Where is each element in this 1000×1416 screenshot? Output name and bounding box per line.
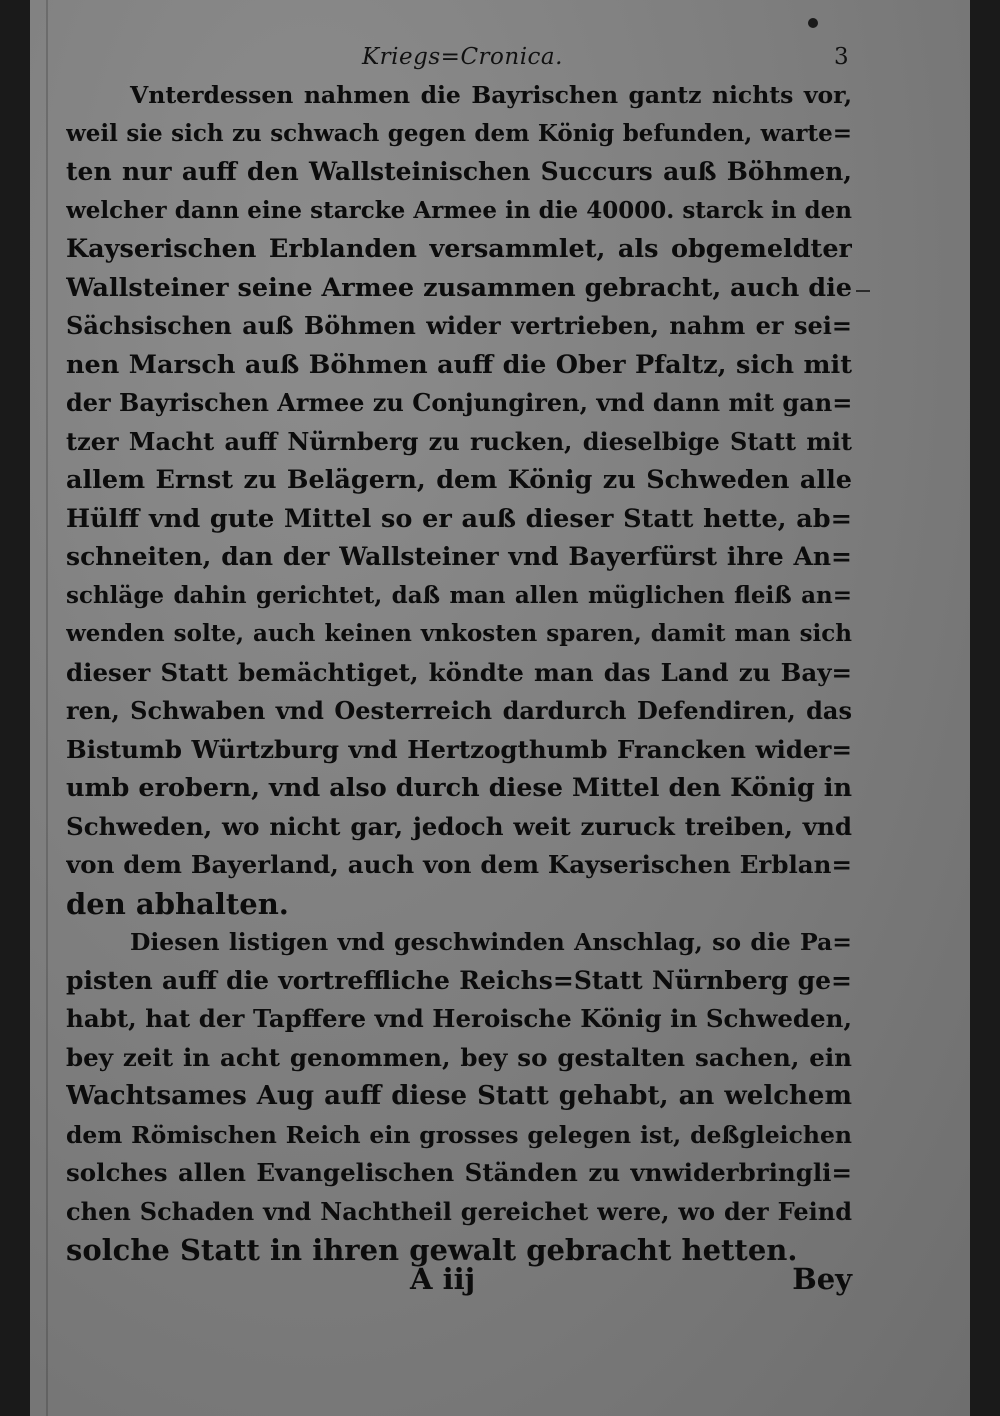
margin-mark [856, 290, 870, 292]
text-line: Kayserischen Erblanden versammlet, als obgemeldter [66, 234, 852, 264]
text-line: solche Statt in ihren gewalt gebracht hetten. [66, 1233, 798, 1267]
text-line: allem Ernst zu Belägern, dem König zu Schweden alle [66, 465, 852, 495]
text-line: pisten auff die vortreffliche Reichs=Statt Nürnberg ge= [66, 965, 852, 995]
text-line: wenden solte, auch keinen vnkosten sparen, damit man sich [66, 620, 852, 647]
running-title: Kriegs=Cronica. [362, 44, 563, 70]
ink-speck [808, 18, 818, 28]
text-line: ren, Schwaben vnd Oesterreich dardurch Defendiren, das [66, 696, 852, 725]
text-line: chen Schaden vnd Nachtheil gereichet were, wo der Feind [66, 1196, 852, 1226]
text-line: Hülff vnd gute Mittel so er auß dieser Statt hette, ab= [66, 503, 852, 534]
text-line: Bistumb Würtzburg vnd Hertzogthumb Francken wider= [66, 734, 852, 764]
text-line: ten nur auff den Wallsteinischen Succurs auß Böhmen, [66, 157, 852, 186]
text-line: Wachtsames Aug auff diese Statt gehabt, an welchem [66, 1081, 852, 1111]
catchword: Bey [792, 1262, 852, 1296]
text-line: weil sie sich zu schwach gegen dem König befunden, warte= [66, 119, 852, 147]
text-line: Diesen listigen vnd geschwinden Anschlag, so die Pa= [130, 928, 852, 956]
text-line: dem Römischen Reich ein grosses gelegen ist, deßgleichen [66, 1120, 852, 1149]
signature-mark: A iij [410, 1262, 476, 1296]
text-line: schläge dahin gerichtet, daß man allen müglichen fleiß an= [66, 581, 852, 609]
text-line: umb erobern, vnd also durch diese Mittel den König in [66, 773, 852, 803]
text-line: welcher dann eine starcke Armee in die 40000. starck in den [66, 196, 852, 224]
text-line: nen Marsch auß Böhmen auff die Ober Pfaltz, sich mit [66, 349, 852, 380]
text-line: bey zeit in acht genommen, bey so gestalten sachen, ein [66, 1042, 852, 1072]
paragraph [66, 76, 852, 923]
page-fold-shadow [46, 0, 48, 1416]
text-line: schneiten, dan der Wallsteiner vnd Bayerfürst ihre An= [66, 542, 852, 571]
text-line: habt, hat der Tapffere vnd Heroische König in Schweden, [66, 1004, 852, 1033]
text-line: solches allen Evangelischen Ständen zu vnwiderbringli= [66, 1158, 852, 1187]
text-line: der Bayrischen Armee zu Conjungiren, vnd dann mit gan= [66, 388, 852, 417]
text-line: dieser Statt bemächtiget, köndte man das Land zu Bay= [66, 657, 852, 687]
paragraph [66, 923, 852, 1270]
text-line: Sächsischen auß Böhmen wider vertrieben, nahm er sei= [66, 311, 852, 340]
body-text [66, 76, 852, 1270]
text-line: Schweden, wo nicht gar, jedoch weit zuruck treiben, vnd [66, 811, 852, 841]
text-line: von dem Bayerland, auch von dem Kayserischen Erblan= [66, 850, 852, 879]
page-number: 3 [834, 44, 849, 70]
text-line: Wallsteiner seine Armee zusammen gebracht, auch die [66, 272, 852, 303]
text-line: Vnterdessen nahmen die Bayrischen gantz nichts vor, [130, 81, 852, 109]
text-line: den abhalten. [66, 886, 289, 921]
text-line: tzer Macht auff Nürnberg zu rucken, dieselbige Statt mit [66, 426, 852, 456]
